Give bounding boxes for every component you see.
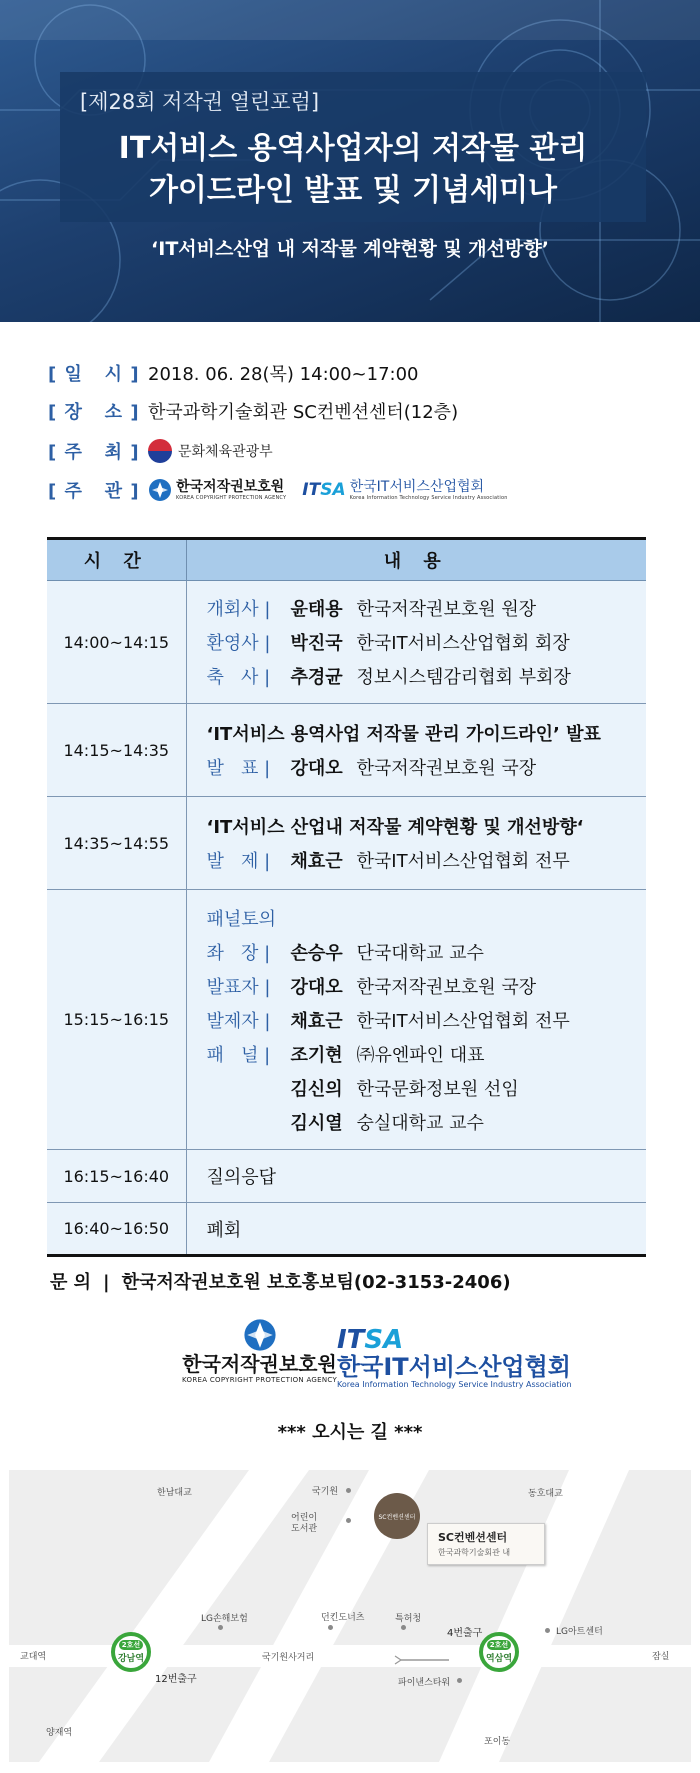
schedule-table [47, 537, 646, 1257]
table-row [47, 704, 646, 797]
speaker-title: 한국IT서비스산업협회 회장 [356, 633, 570, 654]
map-label-gukgiwon: 국기원 [312, 1487, 339, 1497]
map-poi-dot [218, 1625, 223, 1630]
map-label-patent: 특허청 [395, 1614, 422, 1624]
map-label-yangjae: 양재역 [46, 1728, 73, 1738]
organizer-org1-en: KOREA COPYRIGHT PROTECTION AGENCY [176, 494, 287, 501]
contact-value: 한국저작권보호원 보호홍보팀(02-3153-2406) [121, 1272, 511, 1293]
banner-subtitle: ‘IT서비스산업 내 저작물 계약현황 및 개선방향’ [151, 238, 549, 260]
map-label-gukgiwon-junction: 국기원사거리 [262, 1653, 315, 1663]
host-label: [ 주 최 ] [48, 442, 140, 463]
info-place-row [48, 396, 458, 426]
kcopa-logo [182, 1318, 337, 1384]
map-label-lg-center: LG아트센터 [556, 1627, 603, 1637]
table-row [47, 797, 646, 890]
map-poi-dot [328, 1625, 333, 1630]
map-poi-dot [401, 1625, 406, 1630]
row-content [186, 1203, 646, 1256]
row-content [186, 797, 646, 890]
table-header-row [47, 539, 646, 581]
subway-station-yeoksam [479, 1632, 519, 1672]
row-content [186, 1150, 646, 1203]
main-title-line1: IT서비스 용역사업자의 저작물 관리 [118, 131, 588, 166]
map-label-lg-insurance: LG손해보험 [201, 1614, 248, 1624]
speaker-name: 채효근 [290, 851, 343, 872]
speaker-name: 김시열 [290, 1112, 343, 1134]
host-org [148, 439, 273, 463]
station-name: 강남역 [117, 1654, 145, 1664]
speaker-name: 윤태용 [290, 599, 343, 620]
contact-separator: | [103, 1272, 110, 1293]
subway-line-badge: 2호선 [487, 1640, 511, 1650]
map-poi-dot [346, 1488, 351, 1493]
organizer-org1-name: 한국저작권보호원 [176, 478, 285, 495]
program-line [207, 1071, 647, 1105]
speaker-title: 단국대학교 교수 [356, 942, 484, 964]
row-time: 14:35~14:55 [47, 797, 186, 890]
role-label: 발 제 | [206, 851, 271, 872]
subway-station-gangnam [111, 1632, 151, 1672]
info-date-row [48, 358, 419, 388]
role-label: 좌 장 | [206, 942, 271, 964]
kcopa-name-en: KOREA COPYRIGHT PROTECTION AGENCY [182, 1376, 338, 1384]
header-time: 시 간 [47, 539, 186, 581]
speaker-title: 한국저작권보호원 국장 [356, 976, 537, 998]
date-label: [ 일 시 ] [48, 364, 140, 385]
speaker-title: 한국문화정보원 선임 [356, 1078, 519, 1100]
row-time: 14:00~14:15 [47, 581, 186, 704]
speaker-name: 강대오 [290, 758, 343, 779]
itsa-logo-icon: ITSA [302, 480, 346, 500]
role-label: 발 표 | [206, 758, 271, 779]
venue-callout [427, 1523, 545, 1565]
program-text: 폐회 [206, 1219, 242, 1241]
program-line [207, 969, 647, 1003]
host-org-name: 문화체육관광부 [178, 444, 273, 460]
map-label-jamsil: 잠실 [652, 1652, 670, 1662]
speaker-title: 한국IT서비스산업협회 전무 [356, 1010, 570, 1032]
row-content [186, 581, 646, 704]
program-line [207, 1105, 647, 1139]
contact-info [50, 1268, 511, 1294]
role-label: 발제자 | [206, 1010, 271, 1032]
place-value: 한국과학기술회관 SC컨벤션센터(12층) [148, 402, 459, 423]
role-label: 환영사 | [206, 633, 271, 654]
speaker-title: 정보시스템감리협회 부회장 [356, 667, 571, 688]
organizer-org2-name: 한국IT서비스산업협회 [349, 478, 485, 495]
map-label-gyodae: 교대역 [20, 1652, 47, 1662]
itsa-emblem-icon: ITSA [337, 1325, 404, 1355]
speaker-name: 채효근 [290, 1010, 343, 1032]
program-line [207, 1003, 647, 1037]
program-line [207, 935, 647, 969]
forum-label: [제28회 저작권 열린포럼] [80, 90, 320, 114]
map-label-hannam: 한남대교 [157, 1488, 192, 1498]
contact-label: 문 의 [50, 1272, 92, 1293]
role-label: 개회사 | [206, 599, 271, 620]
callout-title: SC컨벤션센터 [438, 1531, 508, 1544]
role-label: 축 사 | [206, 667, 271, 688]
map-label-exit12: 12번출구 [155, 1674, 197, 1685]
itsa-name: 한국IT서비스산업협회 [337, 1353, 571, 1381]
kcopa-name: 한국저작권보호원 [182, 1352, 337, 1376]
speaker-name: 박진국 [290, 633, 343, 654]
speaker-title: 숭실대학교 교수 [356, 1112, 484, 1134]
role-label: 발표자 | [206, 976, 271, 998]
row-content [186, 890, 646, 1150]
speaker-name: 김신의 [290, 1078, 343, 1100]
program-text: 질의응답 [206, 1167, 277, 1188]
kcopa-emblem-icon [243, 1318, 277, 1352]
info-organizer-row [48, 475, 508, 505]
sc-convention-marker: SC컨벤션센터 [374, 1493, 420, 1539]
itsa-logo [337, 1326, 572, 1389]
program-line [207, 750, 647, 784]
info-host-row [48, 436, 273, 466]
session-topic: ‘IT서비스 산업내 저작물 계약현황 및 개선방향‘ [206, 817, 584, 838]
speaker-name: 추경균 [290, 667, 343, 688]
program-line [207, 659, 647, 693]
row-time: 16:15~16:40 [47, 1150, 186, 1203]
row-time: 15:15~16:15 [47, 890, 186, 1150]
subway-line-badge: 2호선 [119, 1640, 143, 1650]
role-label: 패 널 | [206, 1044, 271, 1066]
panel-title: 패널토의 [206, 908, 277, 930]
speaker-name: 조기현 [290, 1044, 343, 1066]
header-content: 내 용 [186, 539, 646, 581]
callout-subtitle: 한국과학기술회관 내 [438, 1548, 511, 1557]
map-poi-dot [545, 1628, 550, 1633]
organizer-label: [ 주 관 ] [48, 481, 140, 502]
table-row [47, 581, 646, 704]
speaker-title: 한국IT서비스산업협회 전무 [356, 851, 570, 872]
map-label-finance: 파이낸스타워 [398, 1678, 451, 1688]
title-box [60, 72, 646, 222]
program-line [207, 625, 647, 659]
kcopa-logo-icon [148, 478, 172, 502]
date-value: 2018. 06. 28(목) 14:00~17:00 [148, 364, 419, 385]
row-content [186, 704, 646, 797]
map-poi-dot [457, 1678, 462, 1683]
map-label-library: 어린이 도서관 [291, 1513, 318, 1534]
speaker-name: 손승우 [290, 942, 343, 964]
program-line [207, 591, 647, 625]
organizer-org1 [148, 478, 286, 502]
program-line [207, 1037, 647, 1071]
speaker-title: 한국저작권보호원 국장 [356, 758, 537, 779]
main-title-line2: 가이드라인 발표 및 기념세미나 [148, 173, 558, 208]
map-label-donghodae: 동호대교 [528, 1489, 563, 1499]
itsa-name-en: Korea Information Technology Service Industry Association [337, 1380, 572, 1389]
map-label-poi: 포이동 [484, 1737, 511, 1747]
station-name: 역삼역 [485, 1654, 513, 1664]
header-banner [0, 0, 700, 322]
speaker-title: 한국저작권보호원 원장 [356, 599, 537, 620]
table-row [47, 1203, 646, 1256]
government-seal-icon [148, 439, 172, 463]
organizer-org2 [302, 480, 507, 501]
directions-title: *** 오시는 길 *** [277, 1422, 423, 1443]
program-line [207, 843, 647, 877]
row-time: 14:15~14:35 [47, 704, 186, 797]
row-time: 16:40~16:50 [47, 1203, 186, 1256]
speaker-title: ㈜유엔파인 대표 [356, 1044, 485, 1066]
speaker-name: 강대오 [290, 976, 343, 998]
table-row [47, 1150, 646, 1203]
session-topic: ‘IT서비스 용역사업 저작물 관리 가이드라인’ 발표 [206, 724, 601, 745]
place-label: [ 장 소 ] [48, 402, 140, 423]
map-label-dunkin: 던킨도너츠 [321, 1613, 365, 1623]
map-poi-dot [346, 1518, 351, 1523]
organizer-org2-en: Korea Information Technology Service Industry Association [349, 494, 508, 501]
map-label-exit4: 4번출구 [447, 1628, 483, 1639]
table-row [47, 890, 646, 1150]
